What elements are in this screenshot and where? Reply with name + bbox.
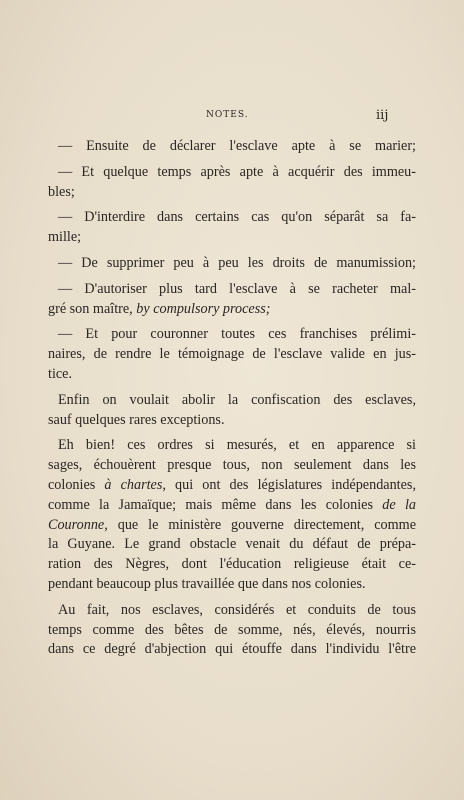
text-line: Eh bien! ces ordres si mesurés, et en apparence si xyxy=(58,437,416,454)
text-line: — D'interdire dans certains cas qu'on séparât sa fa- xyxy=(58,209,416,226)
text-line: — De supprimer peu à peu les droits de manumission; xyxy=(58,254,416,271)
text-line: Couronne, que le ministère gouverne directement, comme xyxy=(48,516,416,533)
page-header xyxy=(0,110,464,126)
text-line: — Et quelque temps après apte à acquérir des immeu- xyxy=(58,163,416,180)
text-line: naires, de rendre le témoignage de l'esclave valide en jus- xyxy=(48,346,416,363)
text-line: sauf quelques rares exceptions. xyxy=(48,411,225,428)
text-line: bles; xyxy=(48,183,75,200)
italic-phrase: de la xyxy=(382,496,416,513)
running-head: NOTES. xyxy=(206,110,249,120)
text-line: mille; xyxy=(48,229,82,246)
text-line: comme la Jamaïque; mais même dans les colonies de la xyxy=(48,496,416,513)
text-line: — Ensuite de déclarer l'esclave apte à se marier; xyxy=(58,138,416,154)
text-line: la Guyane. Le grand obstacle venait du défaut de prépa- xyxy=(48,536,416,553)
text-line: ration des Nègres, dont l'éducation religieuse était ce- xyxy=(48,556,416,573)
text-line: temps comme des bêtes de somme, nés, élevés, nourris xyxy=(48,621,416,638)
text-line: colonies à chartes, qui ont des législatures indépendantes, xyxy=(48,476,416,493)
text-line: Enfin on voulait abolir la confiscation des esclaves, xyxy=(58,391,416,408)
text-line: pendant beaucoup plus travaillée que dans nos colonies. xyxy=(48,575,366,592)
italic-phrase: Couronne xyxy=(48,516,105,533)
text-line: gré son maître, by compulsory process; xyxy=(48,300,271,317)
text-line: Au fait, nos esclaves, considérés et conduits de tous xyxy=(58,601,416,618)
italic-phrase: by compulsory process; xyxy=(136,300,271,317)
text-line: — Et pour couronner toutes ces franchises prélimi- xyxy=(58,326,416,343)
text-line: tice. xyxy=(48,365,73,382)
page-number: iij xyxy=(376,108,389,123)
italic-phrase: à chartes xyxy=(104,476,163,493)
text-line: — D'autoriser plus tard l'esclave à se racheter mal- xyxy=(58,280,416,297)
text-line: sages, échouèrent presque tous, non seulement dans les xyxy=(48,457,416,474)
body-text xyxy=(48,137,416,660)
text-line: dans ce degré d'abjection qui étouffe dans l'individu l'être xyxy=(48,641,416,658)
